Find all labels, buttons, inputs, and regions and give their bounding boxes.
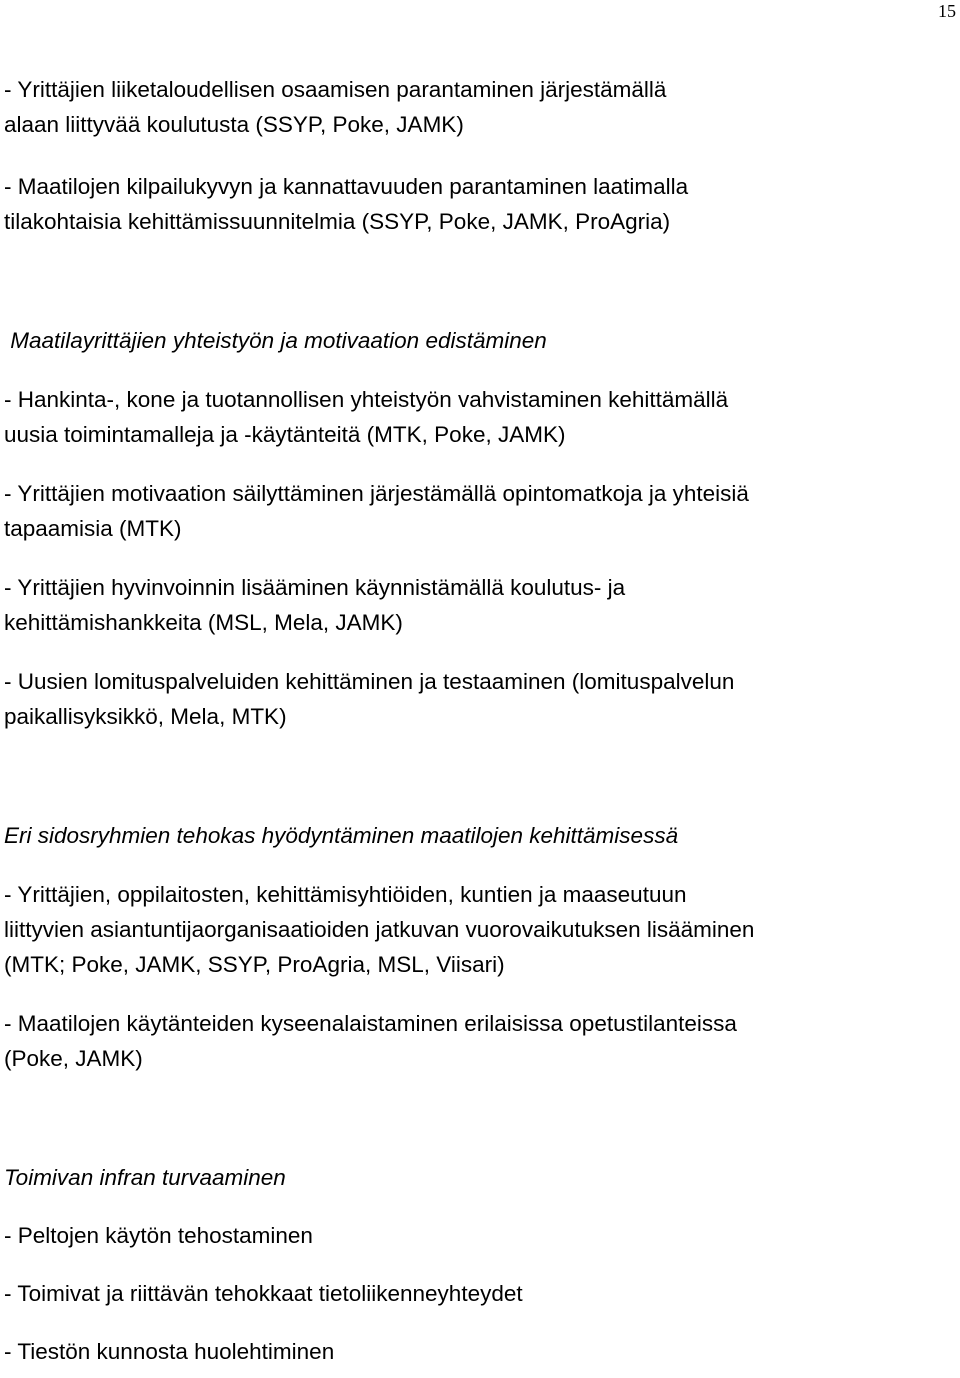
text-line: - Tiestön kunnosta huolehtiminen [4, 1339, 335, 1364]
section-heading: Maatilayrittäjien yhteistyön ja motivaation edistäminen [4, 328, 547, 353]
bullet-paragraph [4, 476, 944, 546]
text-line: tapaamisia (MTK) [4, 516, 182, 541]
text-line: uusia toimintamalleja ja -käytänteitä (MTK, Poke, JAMK) [4, 422, 566, 447]
section-heading: Eri sidosryhmien tehokas hyödyntäminen maatilojen kehittämisessä [4, 823, 679, 848]
bullet-paragraph [4, 1276, 944, 1311]
document-body [4, 72, 944, 1369]
bullet-paragraph [4, 382, 944, 452]
bullet-paragraph [4, 877, 944, 982]
text-line: - Yrittäjien liiketaloudellisen osaamisen parantaminen järjestämällä [4, 77, 667, 102]
text-line: - Uusien lomituspalveluiden kehittäminen ja testaaminen (lomituspalvelun [4, 669, 735, 694]
text-line: (Poke, JAMK) [4, 1046, 143, 1071]
text-line: alaan liittyvää koulutusta (SSYP, Poke, JAMK) [4, 112, 464, 137]
text-line: - Yrittäjien, oppilaitosten, kehittämisyhtiöiden, kuntien ja maaseutuun [4, 882, 687, 907]
text-line: liittyvien asiantuntijaorganisaatioiden jatkuvan vuorovaikutuksen lisääminen [4, 917, 755, 942]
text-line: - Yrittäjien hyvinvoinnin lisääminen käynnistämällä koulutus- ja [4, 575, 626, 600]
bullet-paragraph [4, 169, 944, 239]
page-number: 15 [938, 1, 956, 21]
bullet-paragraph [4, 1218, 944, 1253]
text-line: kehittämishankkeita (MSL, Mela, JAMK) [4, 610, 403, 635]
text-line: (MTK; Poke, JAMK, SSYP, ProAgria, MSL, Viisari) [4, 952, 505, 977]
text-line: paikallisyksikkö, Mela, MTK) [4, 704, 287, 729]
text-line: - Toimivat ja riittävän tehokkaat tietoliikenneyhteydet [4, 1281, 523, 1306]
bullet-paragraph [4, 1006, 944, 1076]
section-heading: Toimivan infran turvaaminen [4, 1165, 286, 1190]
text-line: - Maatilojen kilpailukyvyn ja kannattavuuden parantaminen laatimalla [4, 174, 689, 199]
text-line: - Yrittäjien motivaation säilyttäminen järjestämällä opintomatkoja ja yhteisiä [4, 481, 749, 506]
text-line: - Hankinta-, kone ja tuotannollisen yhteistyön vahvistaminen kehittämällä [4, 387, 729, 412]
text-line: tilakohtaisia kehittämissuunnitelmia (SSYP, Poke, JAMK, ProAgria) [4, 209, 671, 234]
bullet-paragraph [4, 1334, 944, 1369]
bullet-paragraph [4, 664, 944, 734]
text-line: - Maatilojen käytänteiden kyseenalaistaminen erilaisissa opetustilanteissa [4, 1011, 737, 1036]
text-line: - Peltojen käytön tehostaminen [4, 1223, 313, 1248]
bullet-paragraph [4, 72, 944, 142]
bullet-paragraph [4, 570, 944, 640]
